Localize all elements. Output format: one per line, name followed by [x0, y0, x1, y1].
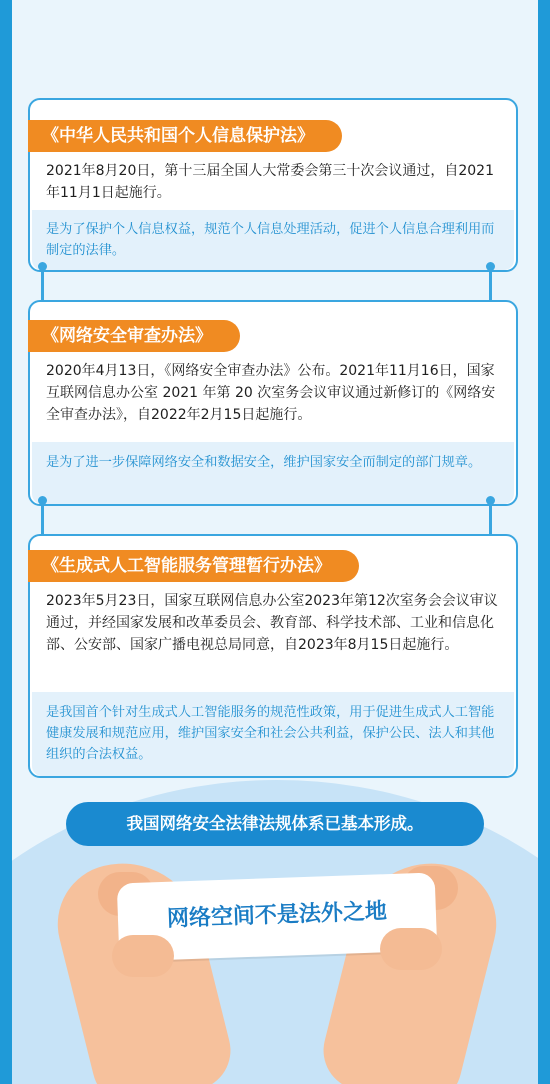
connector-dot — [486, 262, 495, 271]
law-title-tag: 《生成式人工智能服务管理暂行办法》 — [28, 550, 359, 582]
law-note-text: 是为了进一步保障网络安全和数据安全，维护国家安全而制定的部门规章。 — [46, 455, 482, 470]
law-note-text: 是我国首个针对生成式人工智能服务的规范性政策，用于促进生成式人工智能健康发展和规范应用，维护国家安全和社会公共利益，保护公民、法人和其他组织的合法权益。 — [46, 705, 495, 762]
law-card-pipl — [28, 98, 518, 272]
right-fingers-illustration — [380, 928, 442, 970]
law-title-tag: 《中华人民共和国个人信息保护法》 — [28, 120, 342, 152]
slogan-text: 网络空间不是法外之地 — [166, 899, 388, 932]
page-background — [12, 0, 538, 1084]
law-body-text: 2020年4月13日，《网络安全审查办法》公布。2021年11月16日，国家互联网信息办公室 2021 年第 20 次室务会议审议通过新修订的《网络安全审查办法》，自2022年2月15日起施行。 — [46, 363, 496, 423]
connector-dot — [38, 496, 47, 505]
law-body-text: 2021年8月20日，第十三届全国人大常委会第三十次会议通过，自2021年11月1日起施行。 — [46, 163, 494, 201]
connector-dot — [486, 496, 495, 505]
law-note-box — [32, 210, 514, 270]
law-note-box — [32, 692, 514, 776]
law-title-tag: 《网络安全审查办法》 — [28, 320, 240, 352]
law-note-text: 是为了保护个人信息权益，规范个人信息处理活动，促进个人信息合理利用而制定的法律。 — [46, 222, 495, 258]
summary-banner: 我国网络安全法律法规体系已基本形成。 — [66, 802, 484, 846]
law-note-box — [32, 442, 514, 504]
left-fingers-illustration — [112, 935, 174, 977]
law-body-text: 2023年5月23日，国家互联网信息办公室2023年第12次室务会会议审议通过，并经国家发展和改革委员会、教育部、科学技术部、工业和信息化部、公安部、国家广播电视总局同意，自2023年8月15日起施行。 — [46, 593, 498, 653]
law-card-generative-ai — [28, 534, 518, 778]
law-card-cybersecurity-review — [28, 300, 518, 506]
connector-dot — [38, 262, 47, 271]
